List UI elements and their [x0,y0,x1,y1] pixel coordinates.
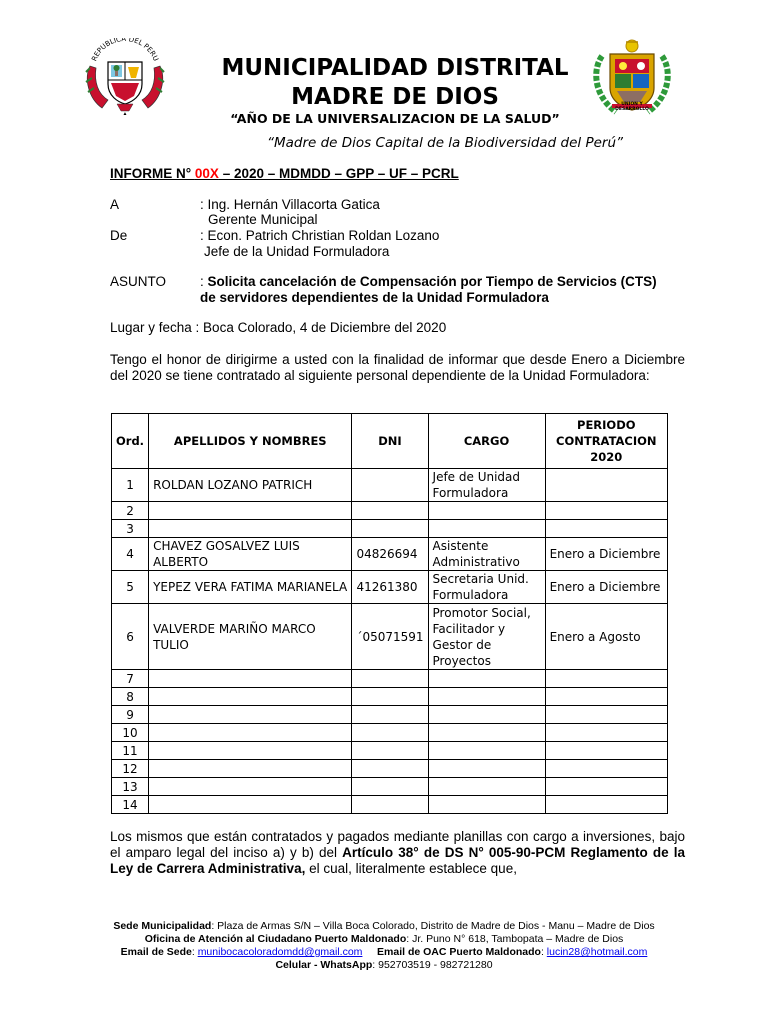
subject-line-2: de servidores dependientes de la Unidad Formuladora [200,290,549,305]
cell-dni [352,469,428,502]
cell-dni [352,502,428,520]
cell-ord: 5 [112,571,149,604]
cell-period [545,796,667,814]
cell-ord: 12 [112,760,149,778]
cell-period [545,502,667,520]
cell-ord: 13 [112,778,149,796]
cell-period [545,688,667,706]
title-line-1: MUNICIPALIDAD DISTRITAL [221,55,569,81]
sede-text: : Plaza de Armas S/N – Villa Boca Colorado, Distrito de Madre de Dios - Manu – Madre de Dios [211,920,655,932]
cell-dni [352,760,428,778]
cell-period [545,706,667,724]
cel-label: Celular - WhatsApp [275,959,373,971]
footer-celular [0,959,768,972]
cell-dni [352,670,428,688]
to-name: : Ing. Hernán Villacorta Gatica [200,197,380,212]
cell-name [149,760,352,778]
table-row [112,796,668,814]
cell-period [545,670,667,688]
from-label: De [110,228,128,243]
cell-dni: 41261380 [352,571,428,604]
cell-period [545,469,667,502]
cell-role: Secretaria Unid. Formuladora [428,571,545,604]
email-oac-label: Email de OAC Puerto Maldonado [377,946,541,958]
oficina-text: : Jr. Puno N° 618, Tambopata – Madre de Dios [406,933,624,945]
report-title-prefix: INFORME N° [110,166,195,181]
subject-text [200,274,690,306]
legal-reference: Artículo 38° de DS N° 005-90-PCM Reglamento de la Ley de Carrera Administrativa, [110,845,685,876]
footer-oficina [0,933,768,946]
cell-role: Asistente Administrativo [428,538,545,571]
cell-dni [352,724,428,742]
table-row [112,724,668,742]
cel-text: : 952703519 - 982721280 [372,959,493,971]
cell-ord: 1 [112,469,149,502]
table-row [112,469,668,502]
cell-dni: ´05071591 [352,604,428,670]
table-row [112,778,668,796]
peru-coat-of-arms [84,38,166,116]
cell-name: CHAVEZ GOSALVEZ LUIS ALBERTO [149,538,352,571]
table-header-row [112,414,668,469]
header-ord: Ord. [112,414,149,469]
cell-name [149,706,352,724]
table-row [112,688,668,706]
from-name: : Econ. Patrich Christian Roldan Lozano [200,228,440,243]
cell-dni [352,706,428,724]
cell-period [545,760,667,778]
municipality-title [185,54,605,112]
title-line-2: MADRE DE DIOS [291,84,499,110]
report-title [110,166,459,182]
cell-dni [352,778,428,796]
cell-ord: 8 [112,688,149,706]
cell-ord: 2 [112,502,149,520]
intro-paragraph: Tengo el honor de dirigirme a usted con la finalidad de informar que desde Enero a Diciembre del 2020 se tiene contratado al siguiente personal dependiente de la Unidad Formuladora: [110,352,685,383]
email-sede-label: Email de Sede [120,946,192,958]
cell-ord: 6 [112,604,149,670]
table-row [112,604,668,670]
cell-role [428,706,545,724]
cell-name: VALVERDE MARIÑO MARCO TULIO [149,604,352,670]
cell-name [149,742,352,760]
from-role: Jefe de la Unidad Formuladora [204,244,390,259]
closing-paragraph [110,829,685,877]
cell-dni [352,796,428,814]
cell-ord: 7 [112,670,149,688]
capital-motto: “Madre de Dios Capital de la Biodiversidad del Perú” [266,135,624,151]
cell-period [545,742,667,760]
cell-role [428,778,545,796]
cell-role [428,760,545,778]
footer [0,920,768,972]
to-role: Gerente Municipal [208,212,318,227]
cell-role [428,688,545,706]
table-row [112,520,668,538]
table-row [112,742,668,760]
report-number: 00X [194,166,219,181]
cell-name [149,520,352,538]
table-row [112,538,668,571]
cell-period: Enero a Diciembre [545,538,667,571]
closing-text-1: Los mismos que están contratados y pagados mediante planillas con cargo a inversiones, bajo el amparo legal del inciso a) y b) del [110,829,685,860]
subject-colon: : [200,274,208,289]
cell-period [545,724,667,742]
cell-period: Enero a Diciembre [545,571,667,604]
cell-name: YEPEZ VERA FATIMA MARIANELA [149,571,352,604]
cell-name [149,724,352,742]
cell-role [428,742,545,760]
cell-name [149,796,352,814]
cell-name [149,778,352,796]
header-period: PERIODO CONTRATACION 2020 [545,414,667,469]
svg-text:REPUBLICA DEL PERU: REPUBLICA DEL PERU [90,38,160,63]
place-date: Lugar y fecha : Boca Colorado, 4 de Diciembre del 2020 [110,320,447,335]
footer-emails: Email de Sede: munibocacoloradomdd@gmail.com Email de OAC Puerto Maldonado: lucin28@hotmail.com [120,946,648,958]
header-dni: DNI [352,414,428,469]
cell-role: Promotor Social, Facilitador y Gestor de Proyectos [428,604,545,670]
staff-table [111,413,668,814]
cell-period [545,520,667,538]
cell-ord: 11 [112,742,149,760]
header-names: APELLIDOS Y NOMBRES [149,414,352,469]
cell-role [428,502,545,520]
email-sede-link[interactable]: munibocacoloradomdd@gmail.com [197,946,363,958]
cell-period: Enero a Agosto [545,604,667,670]
cell-name [149,688,352,706]
table-row [112,670,668,688]
cell-dni [352,688,428,706]
cell-dni: 04826694 [352,538,428,571]
sede-label: Sede Municipalidad [113,920,212,932]
footer-sede [0,920,768,933]
table-row [112,571,668,604]
cell-period [545,778,667,796]
cell-name [149,670,352,688]
report-title-suffix: – 2020 – MDMDD – GPP – UF – PCRL [218,166,459,181]
table-row [112,706,668,724]
cell-name [149,502,352,520]
svg-text:▲: ▲ [122,111,128,116]
closing-text-2: el cual, literalmente establece que, [305,861,517,876]
cell-role [428,520,545,538]
cell-dni [352,742,428,760]
cell-role [428,796,545,814]
cell-ord: 10 [112,724,149,742]
subject-label: ASUNTO [110,274,167,289]
cell-name: ROLDAN LOZANO PATRICH [149,469,352,502]
email-oac-link[interactable]: lucin28@hotmail.com [546,946,648,958]
cell-ord: 3 [112,520,149,538]
cell-role: Jefe de Unidad Formuladora [428,469,545,502]
cell-role [428,724,545,742]
table-row [112,502,668,520]
crest-motto: UNION Y DESARROLLO [615,102,649,112]
year-motto: “AÑO DE LA UNIVERSALIZACION DE LA SALUD” [230,111,560,126]
table-row [112,760,668,778]
cell-ord: 4 [112,538,149,571]
oficina-label: Oficina de Atención al Ciudadano Puerto Maldonado [144,933,407,945]
header-role: CARGO [428,414,545,469]
cell-role [428,670,545,688]
cell-dni [352,520,428,538]
subject-line-1: Solicita cancelación de Compensación por Tiempo de Servicios (CTS) [207,274,657,289]
cell-ord: 9 [112,706,149,724]
to-label: A [110,197,120,212]
cell-ord: 14 [112,796,149,814]
